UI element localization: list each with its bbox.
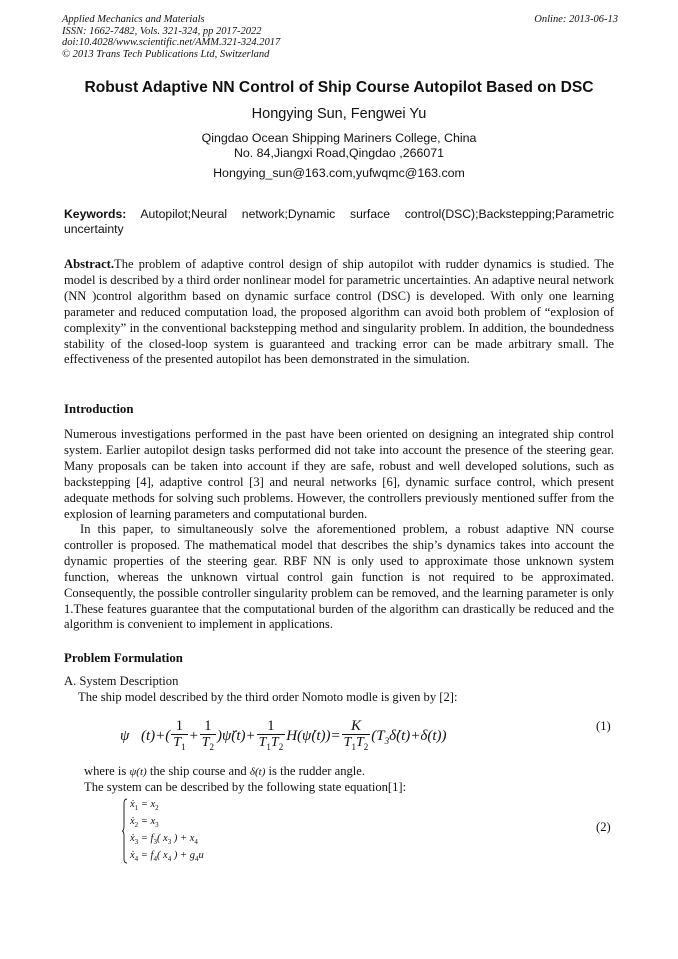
affiliation-line-2: No. 84,Jiangxi Road,Qingdao ,266071	[233, 146, 445, 160]
left-brace-icon	[122, 798, 128, 864]
problem-formulation-heading: Problem Formulation	[64, 651, 183, 665]
affiliation-line-1: Qingdao Ocean Shipping Mariners College, China	[201, 131, 477, 145]
state-equation-sentence: The system can be described by the following state equation[1]:	[84, 780, 407, 794]
keywords-label: Keywords:	[64, 207, 127, 221]
equation-1: ψ⃛(t)+( $\frac{1}{T_1}$ + $\frac{1}{T_2}$ )ψ̈(t)+ $\frac{1}{T_1T_2}$ H(ψ̇(t))= $\frac{K}{T_1T_2}$ $(T_3\deltȧ(t)+\delta(t))$	[120, 706, 520, 752]
equation-2: $ẋ_1 = x_2$ $ẋ_2 = x_3$ $ẋ_3 = f_3$( $x_3$ ) + $x_4$ $ẋ_4 = f_4$( $x_4$ ) + $g_4u$	[122, 798, 302, 866]
where-pre: where is	[84, 764, 130, 778]
introduction-heading: Introduction	[64, 402, 134, 416]
paper-title: Robust Adaptive NN Control of Ship Course Autopilot Based on DSC	[84, 79, 594, 96]
paper-authors: Hongying Sun, Fengwei Yu	[251, 106, 427, 122]
equation-2-number: (2)	[596, 820, 611, 834]
keywords-text: Autopilot;Neural network;Dynamic surface control(DSC);Backstepping;Parametric uncertainty	[64, 207, 614, 236]
abstract-label: Abstract.	[64, 257, 115, 271]
copyright-line: © 2013 Trans Tech Publications Ltd, Switzerland	[62, 48, 270, 60]
system-description-subheading: A. System Description	[64, 674, 179, 688]
where-mid: the ship course and	[146, 764, 250, 778]
abstract-text: The problem of adaptive control design of ship autopilot with rudder dynamics is studied. The model is described by a third order nonlinear model for parametric uncertainties. An adaptive neural network (NN )control algorithm based on dynamic surface control (DSC) is developed. With only one learning parameter and reduced computation load, the proposed algorithm can avoid both problem of “explosion of complexity” in the conventional backstepping method and singularity problem. In addition, the boundedness stability of the closed-loop system is guaranteed and tracking error can be made arbitrary small. The effectiveness of the presented autopilot has been demonstrated in the simulation.	[64, 257, 614, 367]
keywords	[64, 207, 614, 237]
introduction-paragraph-2: In this paper, to simultaneously solve the aforementioned problem, a robust adaptive NN course controller is proposed. The mathematical model that describes the ship’s dynamics takes into account the dynamic properties of the steering gear. RBF NN is only used to approximate those unknown system function, whereas the unknown virtual control gain function is not required to be approximated. Consequently, the possible controller singularity problem can be removed, and the learning parameter is only 1.These features guarantee that the computational burden of the algorithm can drastically be reduced and the algorithm is convenient to implement in applications.	[64, 522, 614, 632]
psi-symbol: ψ(t)	[129, 766, 147, 778]
journal-metadata	[62, 14, 618, 60]
author-emails: Hongying_sun@163.com,yufwqmc@163.com	[213, 166, 465, 180]
where-post: is the rudder angle.	[265, 764, 366, 778]
delta-symbol: δ(t)	[249, 766, 266, 778]
doi-line: doi:10.4028/www.scientific.net/AMM.321-324.2017	[62, 37, 281, 48]
issn-line: ISSN: 1662-7482, Vols. 321-324, pp 2017-2022	[62, 25, 262, 37]
where-sentence	[84, 764, 365, 779]
abstract	[64, 257, 614, 368]
equation-1-number: (1)	[596, 719, 611, 733]
online-date: Online: 2013-06-13	[534, 14, 618, 25]
introduction-paragraph-1: Numerous investigations performed in the past have been oriented on designing an integrated ship control system. Earlier autopilot design tasks performed did not take into account the presence of the steering gear. Many proposals can be taken into account if they are safe, robust and well developed solutions, such as backstepping [4], adaptive control [3] and neural networks [6], dynamic surface control, which present adequate methods for solving such problems. However, the controllers previously mentioned suffer from the explosion of learning parameters and computational burden.	[64, 427, 614, 521]
journal-name: Applied Mechanics and Materials	[62, 14, 205, 25]
affiliation	[0, 131, 678, 161]
ship-model-sentence: The ship model described by the third order Nomoto modle is given by [2]:	[78, 690, 458, 704]
